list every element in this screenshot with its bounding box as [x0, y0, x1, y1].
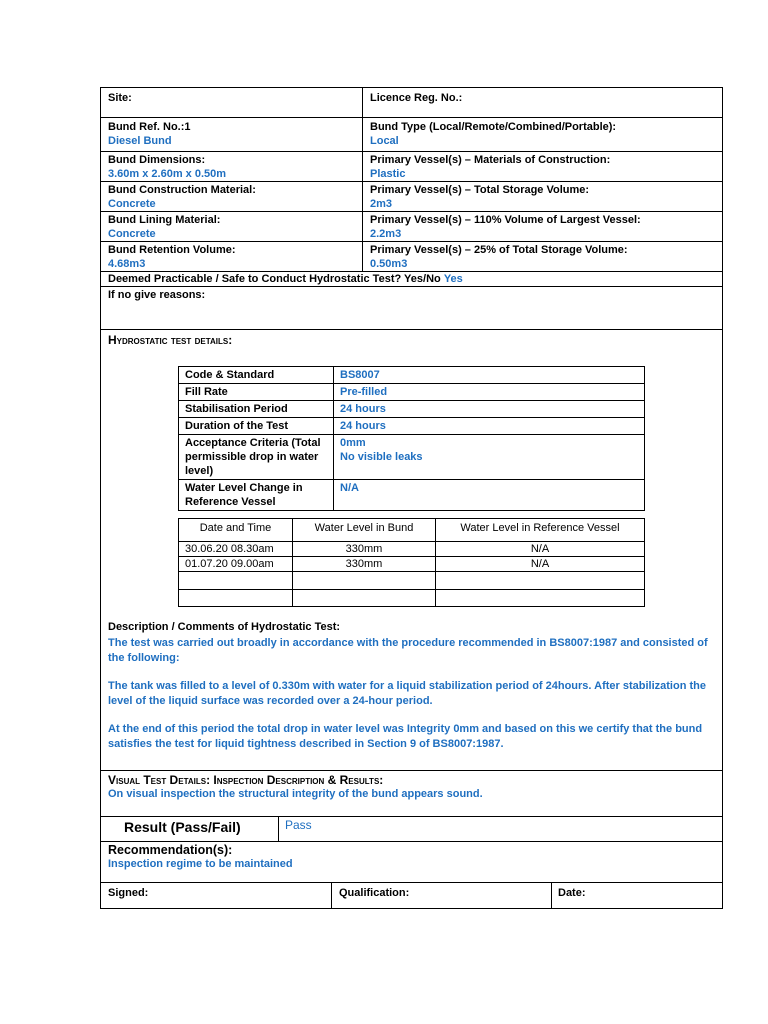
hydro-row [179, 480, 645, 511]
retention-volume-label: Bund Retention Volume: [108, 244, 236, 256]
retention-volume-value: 4.68m3 [108, 258, 146, 270]
hydro-value: BS8007 [340, 369, 380, 381]
date-label: Date: [558, 887, 586, 899]
hydro-value: 24 hours [340, 403, 386, 415]
visual-value: On visual inspection the structural integrity of the bund appears sound. [108, 788, 483, 800]
description-paragraph-2: The tank was filled to a level of 0.330m with water for a liquid stabilization period of 24hours. After stabilization the level of the liquid surface was recorded over a 24-hour period. [108, 680, 706, 707]
header-water-level-bund: Water Level in Bund [293, 519, 436, 542]
water-level-table [178, 518, 645, 607]
hydrostatic-heading: Hydrostatic test details: [108, 333, 233, 347]
row2-date: 01.07.20 09.00am [179, 557, 293, 572]
row1-date: 30.06.20 08.30am [179, 542, 293, 557]
quarter-storage-value: 0.50m3 [370, 258, 408, 270]
hydro-key: Stabilisation Period [179, 401, 334, 418]
visual-heading: Visual Test Details: Inspection Description & Results: [108, 773, 384, 787]
result-value: Pass [285, 818, 312, 832]
hydro-key: Code & Standard [179, 367, 334, 384]
quarter-storage-label: Primary Vessel(s) – 25% of Total Storage Volume: [370, 244, 628, 256]
deemed-label: Deemed Practicable / Safe to Conduct Hydrostatic Test? Yes/No [108, 273, 441, 285]
reasons-label: If no give reasons: [108, 289, 206, 301]
hydro-row [179, 401, 645, 418]
site-label: Site: [108, 92, 132, 104]
hydro-value-secondary: No visible leaks [340, 451, 423, 463]
description-paragraph-1: The test was carried out broadly in accordance with the procedure recommended in BS8007:1987 and consisted of the following: [108, 637, 708, 664]
licence-cell [362, 87, 723, 118]
signed-cell [100, 882, 332, 909]
hydro-value: 24 hours [340, 420, 386, 432]
visual-cell [100, 770, 723, 817]
bund-ref-value: Diesel Bund [108, 135, 172, 147]
hydro-row [179, 384, 645, 401]
result-label-cell [100, 816, 279, 842]
reasons-cell [100, 286, 723, 330]
construction-material-value: Concrete [108, 198, 156, 210]
hydro-value: Pre-filled [340, 386, 388, 398]
row2-bund: 330mm [293, 557, 436, 572]
table-row-empty [179, 572, 645, 590]
table-row [179, 542, 645, 557]
qualification-label: Qualification: [339, 887, 410, 899]
hydro-key: Duration of the Test [179, 418, 334, 435]
description-paragraph-3: At the end of this period the total drop in water level was Integrity 0mm and based on this we certify that the bund satisfies the test for liquid tightness described in Section 9 of BS8007:1987. [108, 723, 703, 750]
hydro-row [179, 418, 645, 435]
hydro-value-cell [334, 480, 645, 511]
total-storage-cell [362, 181, 723, 212]
hydro-value: N/A [340, 482, 359, 494]
quarter-storage-cell [362, 241, 723, 272]
primary-material-value: Plastic [370, 168, 406, 180]
site-cell [100, 87, 363, 118]
bund-ref-label: Bund Ref. No.:1 [108, 121, 191, 133]
water-level-header-row [179, 519, 645, 542]
bund-ref-cell [100, 117, 363, 152]
hydro-key: Water Level Change in Reference Vessel [179, 480, 334, 511]
primary-material-cell [362, 151, 723, 182]
hydro-value-cell [334, 367, 645, 384]
hydro-value-cell [334, 401, 645, 418]
hydro-value-cell [334, 418, 645, 435]
lining-material-value: Concrete [108, 228, 156, 240]
primary-material-label: Primary Vessel(s) – Materials of Construction: [370, 154, 611, 166]
total-storage-value: 2m3 [370, 198, 393, 210]
recommendation-cell [100, 841, 723, 883]
total-storage-label: Primary Vessel(s) – Total Storage Volume: [370, 184, 590, 196]
row1-reference: N/A [436, 542, 645, 557]
construction-material-label: Bund Construction Material: [108, 184, 256, 196]
row2-reference: N/A [436, 557, 645, 572]
hydro-row [179, 435, 645, 480]
row1-bund: 330mm [293, 542, 436, 557]
deemed-value: Yes [443, 273, 463, 285]
bund-type-value: Local [370, 135, 399, 147]
retention-volume-cell [100, 241, 363, 272]
date-cell [551, 882, 723, 909]
result-value-cell [278, 816, 723, 842]
bund-type-cell [362, 117, 723, 152]
largest-vessel-label: Primary Vessel(s) – 110% Volume of Largest Vessel: [370, 214, 641, 226]
result-label: Result (Pass/Fail) [124, 819, 241, 835]
table-row [179, 557, 645, 572]
bund-dimensions-cell [100, 151, 363, 182]
hydro-key: Fill Rate [179, 384, 334, 401]
signed-label: Signed: [108, 887, 149, 899]
hydro-value-cell [334, 435, 645, 480]
licence-label: Licence Reg. No.: [370, 92, 463, 104]
bund-dimensions-value: 3.60m x 2.60m x 0.50m [108, 168, 227, 180]
hydro-key: Acceptance Criteria (Total permissible drop in water level) [179, 435, 334, 480]
header-date-time: Date and Time [179, 519, 293, 542]
lining-material-label: Bund Lining Material: [108, 214, 221, 226]
qualification-cell [331, 882, 552, 909]
header-water-level-reference: Water Level in Reference Vessel [436, 519, 645, 542]
recommendation-label: Recommendation(s): [108, 843, 233, 857]
hydrostatic-table [178, 366, 645, 511]
bund-type-label: Bund Type (Local/Remote/Combined/Portable): [370, 121, 617, 133]
largest-vessel-value: 2.2m3 [370, 228, 402, 240]
hydro-value-cell [334, 384, 645, 401]
description-block [108, 620, 714, 752]
deemed-cell [100, 271, 723, 287]
hydro-row [179, 367, 645, 384]
construction-material-cell [100, 181, 363, 212]
largest-vessel-cell [362, 211, 723, 242]
bund-dimensions-label: Bund Dimensions: [108, 154, 206, 166]
table-row-empty [179, 590, 645, 607]
hydro-value: 0mm [340, 437, 366, 449]
lining-material-cell [100, 211, 363, 242]
description-label: Description / Comments of Hydrostatic Test: [108, 621, 341, 633]
recommendation-value: Inspection regime to be maintained [108, 858, 293, 870]
